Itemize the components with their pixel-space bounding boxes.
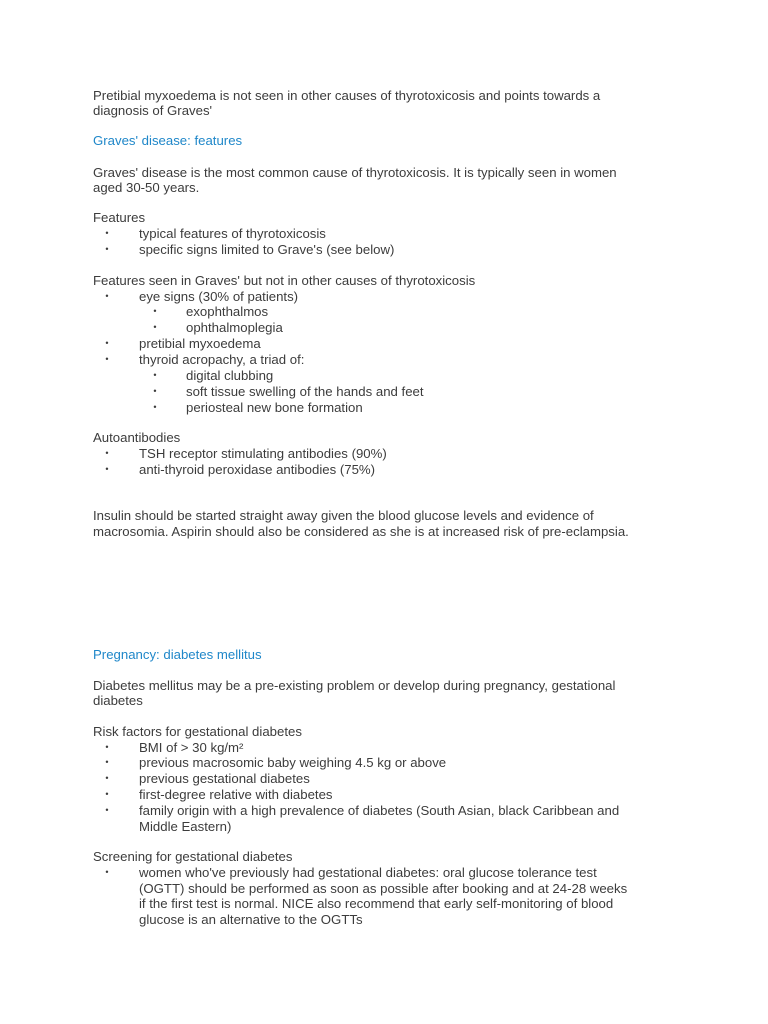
bullet-icon: • bbox=[105, 805, 109, 815]
bullet-icon: • bbox=[153, 386, 157, 396]
screening-item-line: glucose is an alternative to the OGTTs bbox=[139, 912, 363, 927]
feature-item: typical features of thyrotoxicosis bbox=[139, 226, 326, 241]
intro-text-line-2: diagnosis of Graves' bbox=[93, 103, 213, 118]
bullet-icon: • bbox=[105, 228, 109, 238]
bullet-icon: • bbox=[105, 464, 109, 474]
pregnancy-desc-line-1: Diabetes mellitus may be a pre-existing problem or develop during pregnancy, gestational bbox=[93, 678, 616, 693]
sub-item: digital clubbing bbox=[186, 368, 274, 383]
bullet-icon: • bbox=[105, 354, 109, 364]
risk-factor-item: first-degree relative with diabetes bbox=[139, 787, 333, 802]
bullet-icon: • bbox=[153, 402, 157, 412]
screening-label: Screening for gestational diabetes bbox=[93, 849, 293, 864]
bullet-icon: • bbox=[105, 291, 109, 301]
bullet-icon: • bbox=[105, 867, 109, 877]
risk-factor-item: family origin with a high prevalence of diabetes (South Asian, black Caribbean and bbox=[139, 803, 620, 818]
bullet-icon: • bbox=[105, 773, 109, 783]
risk-factor-item-continued: Middle Eastern) bbox=[139, 819, 232, 834]
sub-item: periosteal new bone formation bbox=[186, 400, 363, 415]
specific-feature-item: pretibial myxoedema bbox=[139, 336, 261, 351]
specific-features-label: Features seen in Graves' but not in other causes of thyrotoxicosis bbox=[93, 273, 476, 288]
bullet-icon: • bbox=[105, 742, 109, 752]
autoantibody-item: anti-thyroid peroxidase antibodies (75%) bbox=[139, 462, 376, 477]
risk-factors-label: Risk factors for gestational diabetes bbox=[93, 724, 302, 739]
intro-text-line-1: Pretibial myxoedema is not seen in other causes of thyrotoxicosis and points towards a bbox=[93, 88, 601, 103]
bullet-icon: • bbox=[105, 338, 109, 348]
autoantibody-item: TSH receptor stimulating antibodies (90%) bbox=[139, 446, 387, 461]
screening-item-line: if the first test is normal. NICE also recommend that early self-monitoring of blood bbox=[139, 896, 614, 911]
graves-desc-line-2: aged 30-50 years. bbox=[93, 180, 200, 195]
bullet-icon: • bbox=[105, 448, 109, 458]
bullet-icon: • bbox=[153, 370, 157, 380]
risk-factor-item: previous macrosomic baby weighing 4.5 kg or above bbox=[139, 755, 447, 770]
screening-item-line: women who've previously had gestational diabetes: oral glucose tolerance test bbox=[139, 865, 597, 880]
screening-item-line: (OGTT) should be performed as soon as possible after booking and at 24-28 weeks bbox=[139, 881, 628, 896]
risk-factor-item: BMI of > 30 kg/m² bbox=[139, 740, 244, 755]
pregnancy-desc-line-2: diabetes bbox=[93, 693, 143, 708]
specific-feature-item: eye signs (30% of patients) bbox=[139, 289, 299, 304]
features-label: Features bbox=[93, 210, 146, 225]
bullet-icon: • bbox=[105, 244, 109, 254]
pregnancy-heading: Pregnancy: diabetes mellitus bbox=[93, 647, 262, 662]
insulin-text-line-2: macrosomia. Aspirin should also be considered as she is at increased risk of pre-eclampsia. bbox=[93, 524, 629, 539]
bullet-icon: • bbox=[105, 789, 109, 799]
sub-item: exophthalmos bbox=[186, 304, 269, 319]
bullet-icon: • bbox=[153, 322, 157, 332]
bullet-icon: • bbox=[105, 757, 109, 767]
autoantibodies-label: Autoantibodies bbox=[93, 430, 181, 445]
bullet-icon: • bbox=[153, 306, 157, 316]
risk-factor-item: previous gestational diabetes bbox=[139, 771, 310, 786]
sub-item: ophthalmoplegia bbox=[186, 320, 283, 335]
insulin-text-line-1: Insulin should be started straight away given the blood glucose levels and evidence of bbox=[93, 508, 594, 523]
feature-item: specific signs limited to Grave's (see below) bbox=[139, 242, 395, 257]
sub-item: soft tissue swelling of the hands and feet bbox=[186, 384, 424, 399]
specific-feature-item: thyroid acropachy, a triad of: bbox=[139, 352, 305, 367]
graves-heading: Graves' disease: features bbox=[93, 133, 243, 148]
graves-desc-line-1: Graves' disease is the most common cause of thyrotoxicosis. It is typically seen in women bbox=[93, 165, 617, 180]
